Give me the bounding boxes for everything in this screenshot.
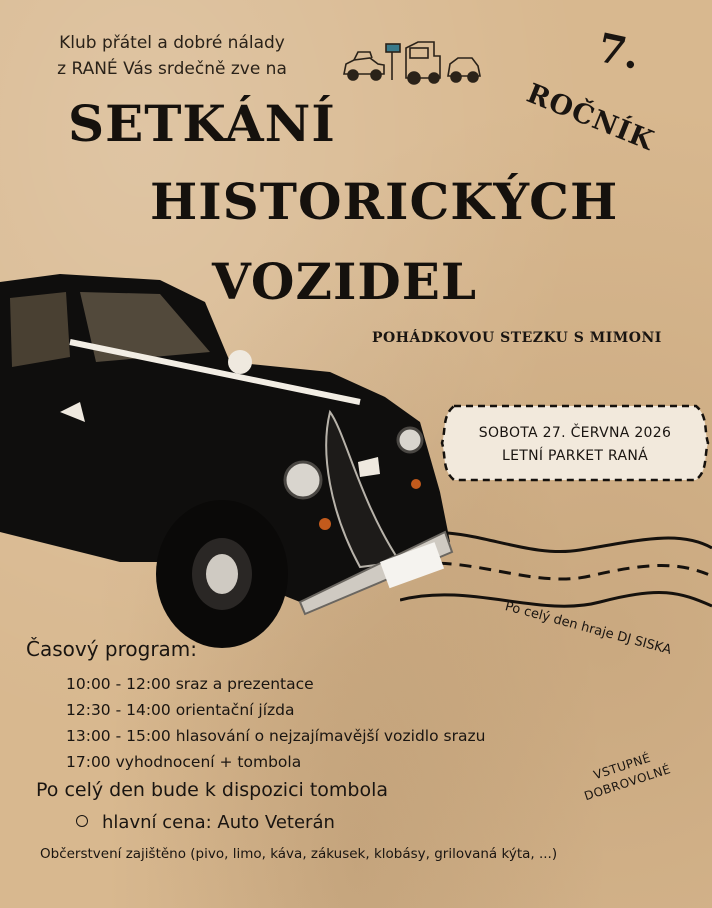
event-date: SOBOTA 27. ČERVNA 2026 [478,425,672,441]
raffle-prize [76,812,335,833]
program-item: 12:30 - 14:00 orientační jízda [66,701,295,719]
program-item: 10:00 - 12:00 sraz a prezentace [66,675,314,693]
vintage-black-car-image [0,262,470,652]
program-item: 17:00 vyhodnocení + tombola [66,753,302,771]
program-title: Časový program: [26,637,198,661]
circle-bullet-icon [76,815,88,827]
edition-number: 7. [593,24,645,79]
edition-stamp [520,20,700,158]
dj-note: Po celý den hraje DJ SISKA [503,599,673,658]
edition-word: ROČNÍK [522,78,659,158]
refreshments-note: Občerstvení zajištěno (pivo, limo, káva, zákusek, klobásy, grilovaná kýta, ...) [40,846,558,862]
club-invitation [22,30,322,82]
entry-fee-note: VSTUPNÉ DOBROVOLNÉ [582,750,673,804]
raffle-prize-text: hlavní cena: Auto Veterán [102,812,335,833]
vintage-vehicles-logo-icon [340,34,482,86]
title-line-2: HISTORICKÝCH [150,172,619,231]
event-place: LETNÍ PARKET RANÁ [501,448,649,464]
intro-line-1: Klub přátel a dobré nálady [59,33,285,53]
title-line-3: VOZIDEL [212,252,477,311]
raffle-note: Po celý den bude k dispozici tombola [36,779,389,801]
program-item: 13:00 - 15:00 hlasování o nejzajímavější vozidlo srazu [66,727,486,745]
title-line-1: SETKÁNÍ [68,94,336,153]
program-list [66,671,485,775]
event-date-badge [440,400,710,486]
intro-line-2: z RANÉ Vás srdečně zve na [57,59,287,79]
event-subtitle: POHÁDKOVOU STEZKU S MIMONI [372,330,662,346]
